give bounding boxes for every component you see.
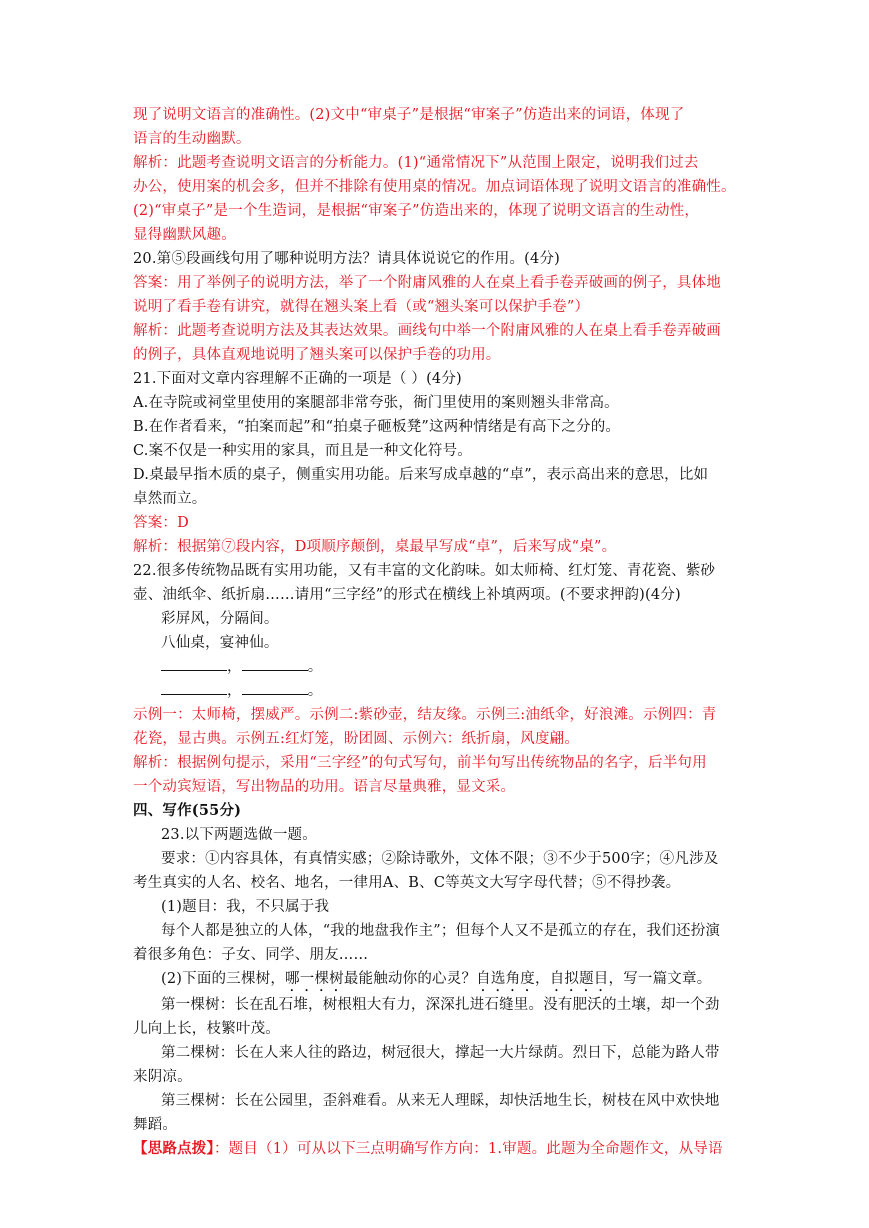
tree-3-cont: 舞蹈。 (133, 1117, 178, 1133)
analysis-text-line: (2)“审桌子”是一个生造词，是根据“审案子”仿造出来的，体现了说明文语言的生动性， (133, 203, 700, 219)
analysis-text-line: 一个动宾短语，写出物品的功用。语言尽量典雅，显文采。 (133, 779, 516, 795)
tree-2: 第二棵树：长在人来人往的路边，树冠很大，撑起一大片绿荫。烈日下，总能为路人带 (161, 1045, 720, 1061)
prompt-1-title: (1)题目：我，不只属于我 (161, 899, 330, 915)
requirements-cont: 考生真实的人名、校名、地名，一律用A、B、C等英文大写字母代替；⑤不得抄袭。 (133, 875, 681, 891)
fill-blank[interactable] (161, 656, 227, 671)
blank-line: ， 。 (161, 655, 767, 679)
tree-1: 第一棵树：长在乱石堆，树根粗大有力，深深扎进石缝里。没有肥沃的土壤，却一个劲 (161, 997, 720, 1013)
answer-text-line: 答案：用了举例子的说明方法，举了一个附庸风雅的人在桌上看手卷弄破画的例子，具体地 (133, 275, 721, 291)
section-heading: 四、写作(55分) (133, 802, 242, 819)
prompt-1-text-cont: 着很多角色：子女、同学、朋友…… (133, 947, 369, 963)
requirements: 要求：①内容具体，有真情实感；②除诗歌外，文体不限；③不少于500字；④凡涉及 (161, 851, 719, 867)
fill-blank[interactable] (242, 656, 308, 671)
analysis-text-line: 解析：根据例句提示，采用“三字经”的句式写句，前半句写出传统物品的名字，后半句用 (133, 755, 707, 771)
example-line: 彩屏风，分隔间。 (161, 611, 279, 627)
analysis-text-line: 的例子，具体直观地说明了翘头案可以保护手卷的功用。 (133, 347, 501, 363)
option-a: A.在寺院或祠堂里使用的案腿部非常夸张，衙门里使用的案则翘头非常高。 (133, 395, 619, 411)
answer-text-line: 现了说明文语言的准确性。(2)文中“审桌子”是根据“审案子”仿造出来的词语，体现了 (133, 107, 685, 123)
fill-blank[interactable] (242, 680, 308, 695)
analysis-text-line: 解析：根据第⑦段内容，D项顺序颠倒，桌最早写成“卓”，后来写成“桌”。 (133, 539, 617, 555)
tree-1-cont: 儿向上长，枝繁叶茂。 (133, 1021, 280, 1037)
answer-text-line: 说明了看手卷有讲究，就得在翘头案上看（或“翘头案可以保护手卷”） (133, 299, 590, 315)
fill-blank[interactable] (161, 680, 227, 695)
question-20: 20.第⑤段画线句用了哪种说明方法？请具体说说它的作用。(4分) (133, 251, 560, 267)
hint-line: 【思路点拨】：题目（1）可从以下三点明确写作方向：1.审题。此题为全命题作文，从导语 (133, 1140, 723, 1157)
analysis-text-line: 解析：此题考查说明文语言的分析能力。(1)“通常情况下”从范围上限定，说明我们过去 (133, 155, 699, 171)
question-21: 21.下面对文章内容理解不正确的一项是（ ）(4分) (133, 371, 462, 387)
prompt-1-text: 每个人都是独立的人体，“我的地盘我作主”；但每个人又不是孤立的存在，我们还扮演 (161, 923, 721, 939)
option-d: D.桌最早指木质的桌子，侧重实用功能。后来写成卓越的“卓”，表示高出来的意思，比如 (133, 467, 709, 483)
answer-text-line: 答案：D (133, 515, 189, 531)
example-line: 八仙桌，宴神仙。 (161, 635, 279, 651)
answer-text-line: 花瓷，显古典。示例五:红灯笼，盼团圆、示例六：纸折扇，风度翩。 (133, 731, 580, 747)
question-23: 23.以下两题选做一题。 (161, 827, 317, 843)
prompt-2-title: (2)下面的三棵树，哪一棵树最能触动你的心灵？自选角度，自拟题目，写一篇文章。 (161, 971, 712, 987)
analysis-text-line: 办公，使用案的机会多，但并不排除有使用桌的情况。加点词语体现了说明文语言的准确性。 (133, 179, 736, 195)
option-d-cont: 卓然而立。 (133, 491, 207, 507)
tree-3: 第三棵树：长在公园里，歪斜难看。从来无人理睬，却快活地生长，树枝在风中欢快地 (161, 1093, 720, 1109)
question-22: 22.很多传统物品既有实用功能，又有丰富的文化韵味。如太师椅、红灯笼、青花瓷、紫砂 (133, 563, 716, 579)
answer-text-line: 示例一：太师椅，摆威严。示例二:紫砂壶，结友缘。示例三:油纸伞，好浪滩。示例四：青 (133, 707, 717, 723)
blank-line: ， 。 (161, 679, 767, 703)
analysis-text-line: 解析：此题考查说明方法及其表达效果。画线句中举一个附庸风雅的人在桌上看手卷弄破画 (133, 323, 721, 339)
question-22-cont: 壶、油纸伞、纸折扇……请用“三字经”的形式在横线上补填两项。(不要求押韵)(4分) (133, 587, 681, 603)
option-c: C.案不仅是一种实用的家具，而且是一种文化符号。 (133, 443, 472, 459)
tree-2-cont: 来阴凉。 (133, 1069, 192, 1085)
option-b: B.在作者看来，“拍案而起”和“拍桌子砸板凳”这两种情绪是有高下之分的。 (133, 419, 621, 435)
answer-text-line: 语言的生动幽默。 (133, 131, 251, 147)
analysis-text-line: 显得幽默风趣。 (133, 227, 236, 243)
